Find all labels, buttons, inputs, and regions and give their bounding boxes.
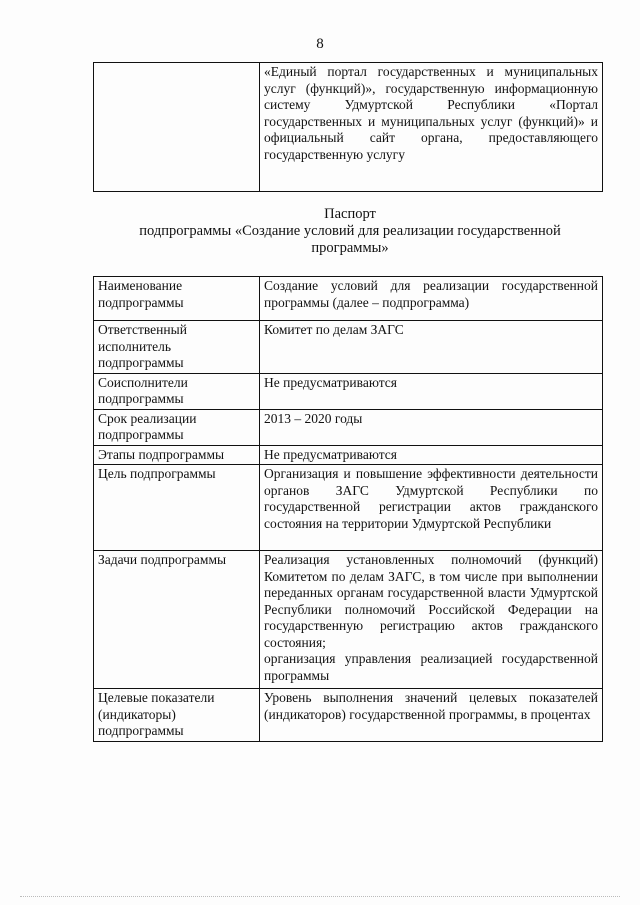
- table-row: [94, 373, 603, 409]
- table-row: [94, 277, 603, 321]
- table-cell-label: [94, 63, 260, 192]
- row-label: Цель подпрограммы: [94, 465, 260, 551]
- row-label: Этапы подпрограммы: [94, 445, 260, 465]
- heading-title: Паспорт: [324, 206, 376, 222]
- row-value: Комитет по делам ЗАГС: [260, 321, 603, 374]
- row-value-cell: [260, 551, 603, 689]
- table-row: [94, 445, 603, 465]
- table-row: [94, 63, 603, 192]
- table-cell-value: «Единый портал государственных и муниципальных услуг (функций)», государственную информационную систему Удмуртской Республики «Портал государственных и муниципальных услуг (функций)» и официальный сайт органа, предоставляющего государственную услугу: [260, 63, 603, 192]
- scan-edge-artifact: [20, 896, 620, 899]
- table-row: [94, 551, 603, 689]
- passport-table: [93, 276, 603, 742]
- continuation-table: [93, 62, 603, 192]
- row-label: Задачи подпрограммы: [94, 551, 260, 689]
- row-label: Ответственный исполнитель подпрограммы: [94, 321, 260, 374]
- table-row: [94, 465, 603, 551]
- row-label: Соисполнители подпрограммы: [94, 373, 260, 409]
- row-value: Организация и повышение эффективности деятельности органов ЗАГС Удмуртской Республики по государственной регистрации актов гражданского состояния на территории Удмуртской Республики: [260, 465, 603, 551]
- heading-subtitle: подпрограммы «Создание условий для реализации государственной программы»: [139, 223, 561, 256]
- table-row: [94, 321, 603, 374]
- row-value: Не предусматриваются: [260, 373, 603, 409]
- row-value: Не предусматриваются: [260, 445, 603, 465]
- row-label: Срок реализации подпрограммы: [94, 409, 260, 445]
- table-row: [94, 689, 603, 742]
- row-label: Наименование подпрограммы: [94, 277, 260, 321]
- row-value: 2013 – 2020 годы: [260, 409, 603, 445]
- row-value: Реализация установленных полномочий (функций) Комитетом по делам ЗАГС, в том числе при выполнении переданных органам государственной власти Удмуртской Республики полномочий Российской Федерации на государственную регистрацию актов гражданского состояния;: [264, 552, 598, 650]
- passport-heading: [110, 206, 590, 257]
- row-label: Целевые показатели (индикаторы) подпрограммы: [94, 689, 260, 742]
- table-row: [94, 409, 603, 445]
- row-value: организация управления реализацией государственной программы: [264, 651, 598, 683]
- row-value: Уровень выполнения значений целевых показателей (индикаторов) государственной программы, в процентах: [260, 689, 603, 742]
- page-number: 8: [316, 36, 324, 52]
- row-value: Создание условий для реализации государственной программы (далее – подпрограмма): [260, 277, 603, 321]
